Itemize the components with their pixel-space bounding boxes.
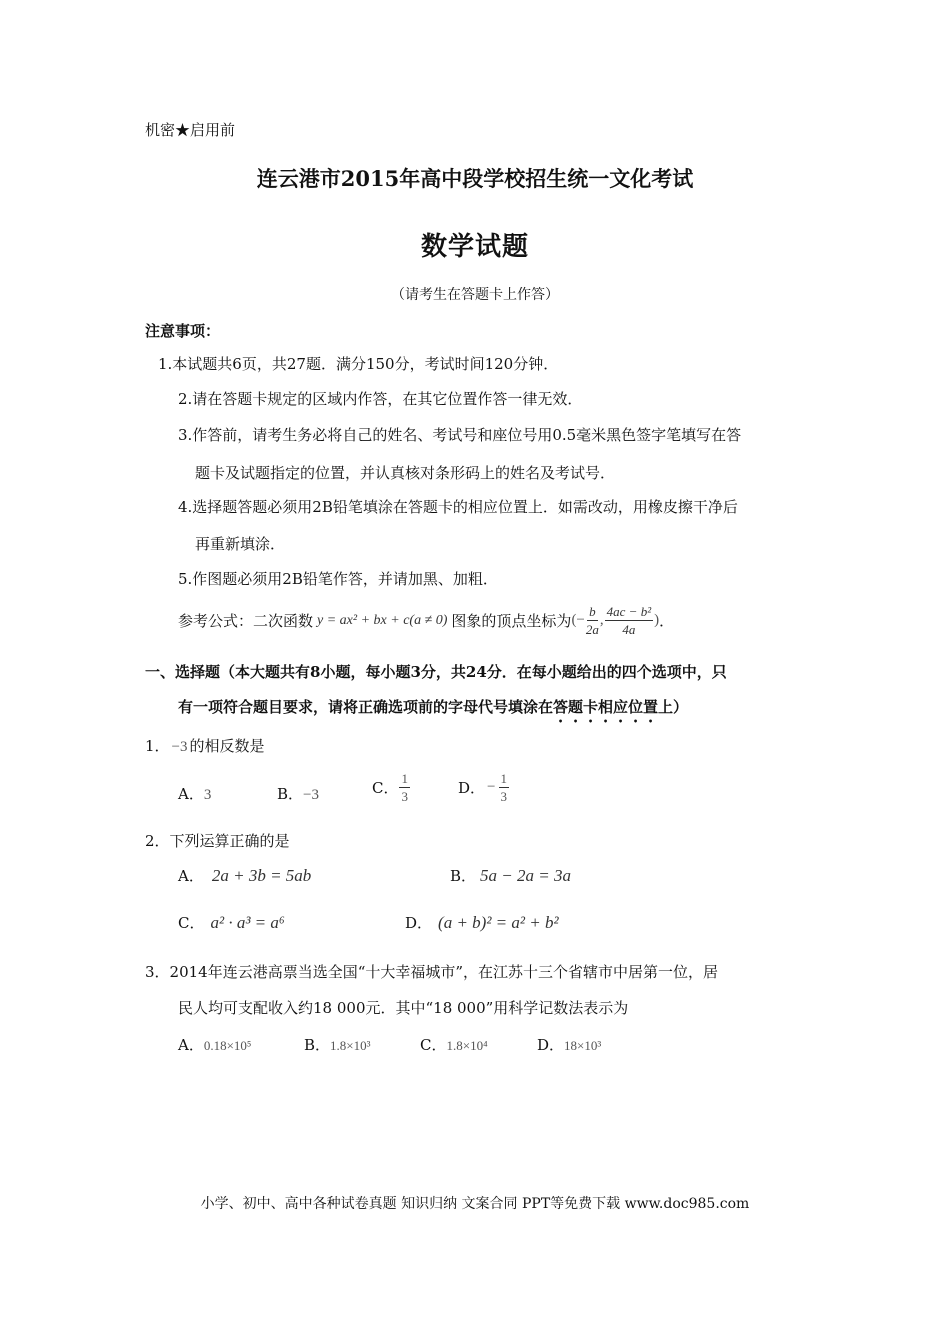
question-2-stem [145,830,290,851]
question-number: 2． [145,832,170,850]
formula-middle: 图象的顶点坐标为 [451,612,572,630]
vertex-open: (− [571,612,585,628]
section1-line2-end: 上） [658,698,689,716]
vertex-close: ) [654,612,660,628]
question-number: 3． [145,963,170,981]
fraction-numerator: 1 [401,771,408,786]
option-label: C． [372,779,399,797]
q3-option-a[interactable] [178,1034,251,1055]
question-3-line1: 2014年连云港高票当选全国“十大幸福城市”，在江苏十三个省辖市中居第一位，居 [169,963,719,981]
q3-option-d[interactable] [537,1034,601,1055]
option-value: 3 [203,787,212,803]
vertex-x-denominator: 2a [585,622,599,637]
option-value: a² · a³ = a⁶ [210,913,285,932]
option-value: 0.18×10⁵ [203,1038,252,1053]
option-label: A． [178,867,204,885]
option-label: B． [304,1036,331,1054]
secret-mark: 机密★启用前 [145,121,236,139]
question-1-text: 的相反数是 [189,737,265,755]
note-item-3: 3.作答前，请考生务必将自己的姓名、考试号和座位号用0.5毫米黑色签字笔填写在答 [178,426,742,444]
q1-option-c[interactable] [372,770,411,805]
fraction-denominator: 3 [500,789,507,804]
option-value: 18×10³ [564,1038,602,1053]
section1-heading-line2 [178,696,688,726]
vertex-y-fraction [605,603,653,638]
q1-option-d[interactable] [458,770,510,805]
section1-heading-line1: 一、选择题（本大题共有8小题，每小题3分，共24分．在每小题给出的四个选项中，只 [145,663,727,681]
formula-end: ． [659,612,675,630]
reference-formula [178,603,674,638]
q2-option-a[interactable] [178,865,311,886]
q2-option-b[interactable] [450,865,571,886]
note-item-1: 1.本试题共6页，共27题．满分150分，考试时间120分钟． [158,355,559,373]
option-value: 2a + 3b = 5ab [211,866,312,885]
fraction-numerator: 1 [500,771,507,786]
q3-option-b[interactable] [304,1034,371,1055]
note-item-3-cont: 题卡及试题指定的位置，并认真核对条形码上的姓名及考试号． [195,464,616,482]
option-label: D． [458,779,486,797]
q2-option-d[interactable] [405,912,559,933]
note-item-4: 4.选择题答题必须用2B铅笔填涂在答题卡的相应位置上．如需改动，用橡皮擦干净后 [178,498,738,516]
option-value: 1.8×10⁴ [446,1038,488,1053]
question-1-math: −3 [171,739,188,755]
q1-option-b[interactable] [277,783,319,804]
option-fraction [399,770,410,805]
option-value: (a + b)² = a² + b² [438,913,559,932]
note-item-2: 2.请在答题卡规定的区域内作答，在其它位置作答一律无效． [178,390,583,408]
question-1-stem [145,735,265,756]
vertex-x-fraction [586,603,599,638]
option-label: D． [405,914,433,932]
subject-title: 数学试题 [420,232,529,262]
option-label: D． [537,1036,565,1054]
vertex-separator: , [599,612,604,628]
option-label: C． [178,914,205,932]
option-label: B． [450,867,477,885]
question-3-line2: 民人均可支配收入约18 000元．其中“18 000”用科学记数法表示为 [178,999,629,1017]
q3-option-c[interactable] [420,1034,488,1055]
answer-instruction: （请考生在答题卡上作答） [391,287,559,303]
section1-emphasis: 答题卡相应位置 [553,698,659,716]
fraction-denominator: 3 [401,789,408,804]
footer-note: 小学、初中、高中各种试卷真题 知识归纳 文案合同 PPT等免费下载 www.doc985.com [200,1196,750,1212]
vertex-x-numerator: b [589,604,596,619]
formula-function: y = ax² + bx + c(a ≠ 0) [317,612,448,628]
option-label: A． [178,1036,204,1054]
section1-line2-text: 有一项符合题目要求，请将正确选项前的字母代号填涂在 [178,698,554,716]
q2-option-c[interactable] [178,912,285,933]
option-label: C． [420,1036,447,1054]
notes-heading: 注意事项： [145,322,221,340]
note-item-5: 5.作图题必须用2B铅笔作答，并请加黑、加粗． [178,570,498,588]
question-2-text: 下列运算正确的是 [169,832,290,850]
option-sign: − [487,779,496,795]
option-label: A． [178,785,204,803]
question-3-stem [145,961,718,982]
option-label: B． [277,785,304,803]
q1-option-a[interactable] [178,783,211,804]
option-value: −3 [303,787,319,803]
vertex-y-denominator: 4a [622,622,636,637]
option-value: 1.8×10³ [330,1038,371,1053]
question-number: 1． [145,737,170,755]
option-value: 5a − 2a = 3a [480,866,571,885]
formula-prefix: 参考公式：二次函数 [178,612,314,630]
option-fraction [499,770,510,805]
vertex-y-numerator: 4ac − b² [606,604,652,619]
exam-title: 连云港市2015年高中段学校招生统一文化考试 [256,166,694,191]
note-item-4-cont: 再重新填涂． [195,535,286,553]
